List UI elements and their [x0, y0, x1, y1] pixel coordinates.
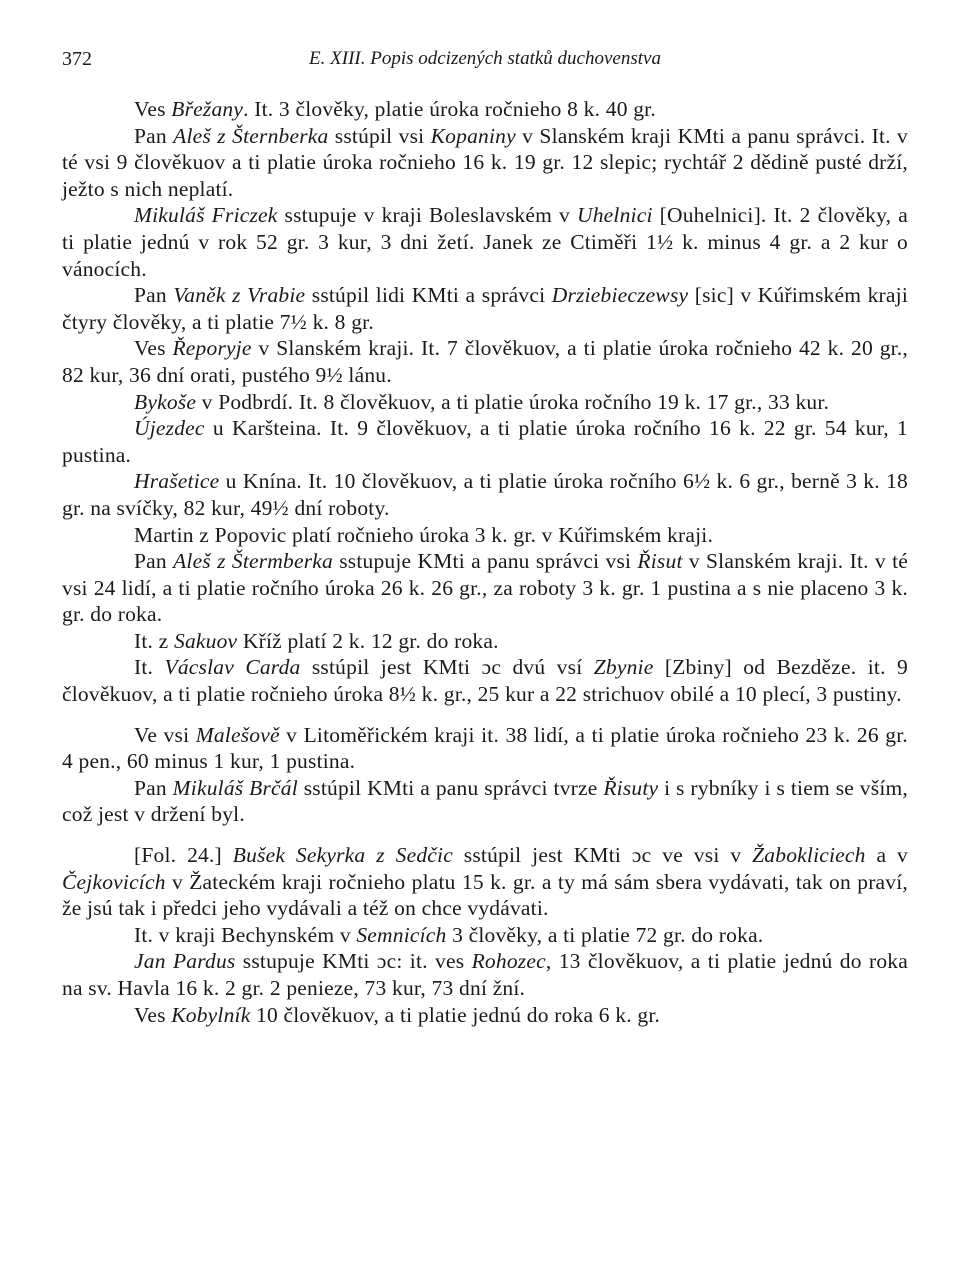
text-run: Pan	[134, 283, 174, 308]
italic-name: Semnicích	[356, 922, 447, 947]
italic-name: Bušek Sekyrka z Sedčic	[232, 843, 453, 868]
italic-name: Hrašetice	[134, 469, 220, 494]
paragraph	[62, 522, 908, 549]
text-run: sstúpil vsi	[328, 123, 431, 148]
text-run: v Podbrdí. It. 8 člověkuov, a ti platie úroka ročního 19 k. 17 gr., 33 kur.	[196, 389, 830, 414]
italic-name: Uhelnici	[576, 203, 653, 228]
paragraph	[62, 415, 908, 468]
text-run: a v	[865, 843, 908, 868]
text-run: u Knína. It. 10 člověkuov, a ti platie úroka ročního 6½ k. 6 gr., berně 3 k. 18 gr. na svíčky, 82 kur, 49½ dní roboty.	[62, 469, 908, 520]
paragraph	[62, 548, 908, 628]
italic-name: Aleš z Štermberka	[173, 549, 333, 574]
text-run: sstupuje KMti a panu správci vsi	[332, 549, 638, 574]
text-run: u Karšteina. It. 9 člověkuov, a ti platie úroka ročního 16 k. 22 gr. 54 kur, 1 pustina.	[62, 416, 908, 467]
italic-name: Újezdec	[134, 416, 205, 441]
text-run: v Slanském kraji. It. v té vsi 24 lidí, a ti platie ročního úroka 26 k. 26 gr., za roboty 3 k. gr. 1 pustina a s nie placeno 3 k. gr. do roka.	[62, 549, 908, 627]
italic-name: Sakuov	[174, 628, 238, 653]
italic-name: Mikuláš Friczek	[134, 203, 278, 228]
paragraph	[62, 775, 908, 828]
text-run: v Slanském kraji KMti a panu správci. It. v té vsi 9 člověkuov a ti platie úroka ročnieho 16 k. 19 gr. 12 slepic; rychtář 2 dědině pusté drží, ježto s nich neplatí.	[62, 123, 908, 201]
italic-name: Kobylník	[171, 1002, 251, 1027]
italic-name: Drziebieczewsy	[551, 283, 689, 308]
italic-name: Malešově	[195, 722, 280, 747]
text-run: . It. 3 člověky, platie úroka ročnieho 8 k. 40 gr.	[243, 97, 656, 121]
text-run: Ves	[134, 97, 172, 121]
paragraph	[62, 468, 908, 521]
text-run: sstúpil KMti a panu správci tvrze	[297, 775, 604, 800]
text-run: It. z	[134, 628, 175, 653]
text-run: Ve vsi	[134, 722, 196, 747]
italic-name: Zbynie	[593, 655, 654, 680]
italic-name: Břežany	[171, 97, 244, 121]
paragraph	[62, 202, 908, 282]
italic-name: Rohozec	[471, 949, 546, 974]
paragraph	[62, 654, 908, 707]
paragraph	[62, 123, 908, 203]
text-run: [Ouhelnici]. It. 2 člověky, a ti platie jednú v rok 52 gr. 3 kur, 3 dni žetí. Janek ze Ctiměři 1½ k. minus 4 gr. a 2 kur o vánocích.	[62, 203, 908, 281]
italic-name: Vácslav Carda	[164, 655, 301, 680]
body-text	[62, 96, 908, 1028]
text-run: v Litoměřickém kraji it. 38 lidí, a ti platie úroka ročnieho 23 k. 26 gr. 4 pen., 60 minus 1 kur, 1 pustina.	[62, 722, 908, 774]
text-run: Kříž platí 2 k. 12 gr. do roka.	[237, 628, 499, 653]
text-run: Ves	[134, 336, 173, 361]
text-run: , 13 člověkuov, a ti platie jednú do roka na sv. Havla 16 k. 2 gr. 2 penieze, 73 kur, 73 dní žní.	[62, 949, 908, 1000]
italic-name: Bykoše	[134, 389, 197, 414]
text-run: 3 člověky, a ti platie 72 gr. do roka.	[446, 922, 764, 947]
italic-name: Aleš z Šternberka	[173, 123, 329, 148]
text-run: sstúpil jest KMti ɔc dvú vsí	[300, 655, 594, 680]
paragraph	[62, 282, 908, 335]
text-run: [Fol. 24.]	[134, 843, 233, 868]
paragraph	[62, 842, 908, 922]
paragraph	[62, 948, 908, 1001]
text-run: [Zbiny] od Bezděze. it. 9 člověkuov, a ti platie ročnieho úroka 8½ k. gr., 25 kur a 22 strichuov obilé a 10 plecí, 3 pustiny.	[62, 655, 908, 707]
text-run: Pan	[134, 775, 173, 800]
text-run: Ves	[134, 1002, 172, 1027]
text-run: sstupuje KMti ɔc: it. ves	[235, 949, 472, 974]
italic-name: Vaněk z Vrabie	[173, 283, 306, 308]
text-run: Martin z Popovic platí ročnieho úroka 3 k. gr. v Kúřimském kraji.	[134, 522, 714, 547]
italic-name: Jan Pardus	[134, 949, 236, 974]
paragraph	[62, 335, 908, 388]
text-run: It.	[134, 655, 165, 680]
italic-name: Čejkovicích	[62, 869, 166, 894]
page-number: 372	[62, 48, 92, 70]
paragraph	[62, 628, 908, 655]
running-title: E. XIII. Popis odcizených statků duchovenstva	[309, 48, 661, 69]
text-run: It. v kraji Bechynském v	[134, 922, 357, 947]
text-run: i s rybníky i s tiem se vším, což jest v držení byl.	[62, 775, 909, 827]
text-run: 10 člověkuov, a ti platie jednú do roka 6 k. gr.	[250, 1002, 661, 1027]
paragraph	[62, 389, 908, 416]
text-run: [sic] v Kúřimském kraji čtyry člověky, a ti platie 7½ k. 8 gr.	[62, 283, 908, 334]
italic-name: Řisut	[637, 549, 683, 574]
paragraph	[62, 1002, 908, 1029]
italic-name: Mikuláš Brčál	[172, 775, 298, 800]
page-header	[62, 44, 908, 80]
text-run: sstúpil jest KMti ɔc ve vsi v	[452, 843, 753, 868]
text-run: v Žateckém kraji ročnieho platu 15 k. gr. a ty má sám sbera vydávati, tak on praví, že jsú tak i předci jeho vydávali a též on chce vydávati.	[62, 869, 908, 921]
paragraph	[62, 922, 908, 949]
italic-name: Řisuty	[603, 775, 659, 800]
text-run: Pan	[134, 123, 174, 148]
text-run: sstupuje v kraji Boleslavském v	[277, 203, 577, 228]
italic-name: Žabokliciech	[752, 843, 866, 868]
italic-name: Kopaniny	[430, 123, 516, 148]
paragraph	[62, 96, 908, 123]
paragraph	[62, 722, 908, 775]
text-run: v Slanském kraji. It. 7 člověkuov, a ti platie úroka ročnieho 42 k. 20 gr., 82 kur, 36 dní orati, pustého 9½ lánu.	[62, 336, 908, 387]
italic-name: Řeporyje	[172, 336, 252, 361]
text-run: sstúpil lidi KMti a správci	[305, 283, 552, 308]
text-run: Pan	[134, 549, 174, 574]
